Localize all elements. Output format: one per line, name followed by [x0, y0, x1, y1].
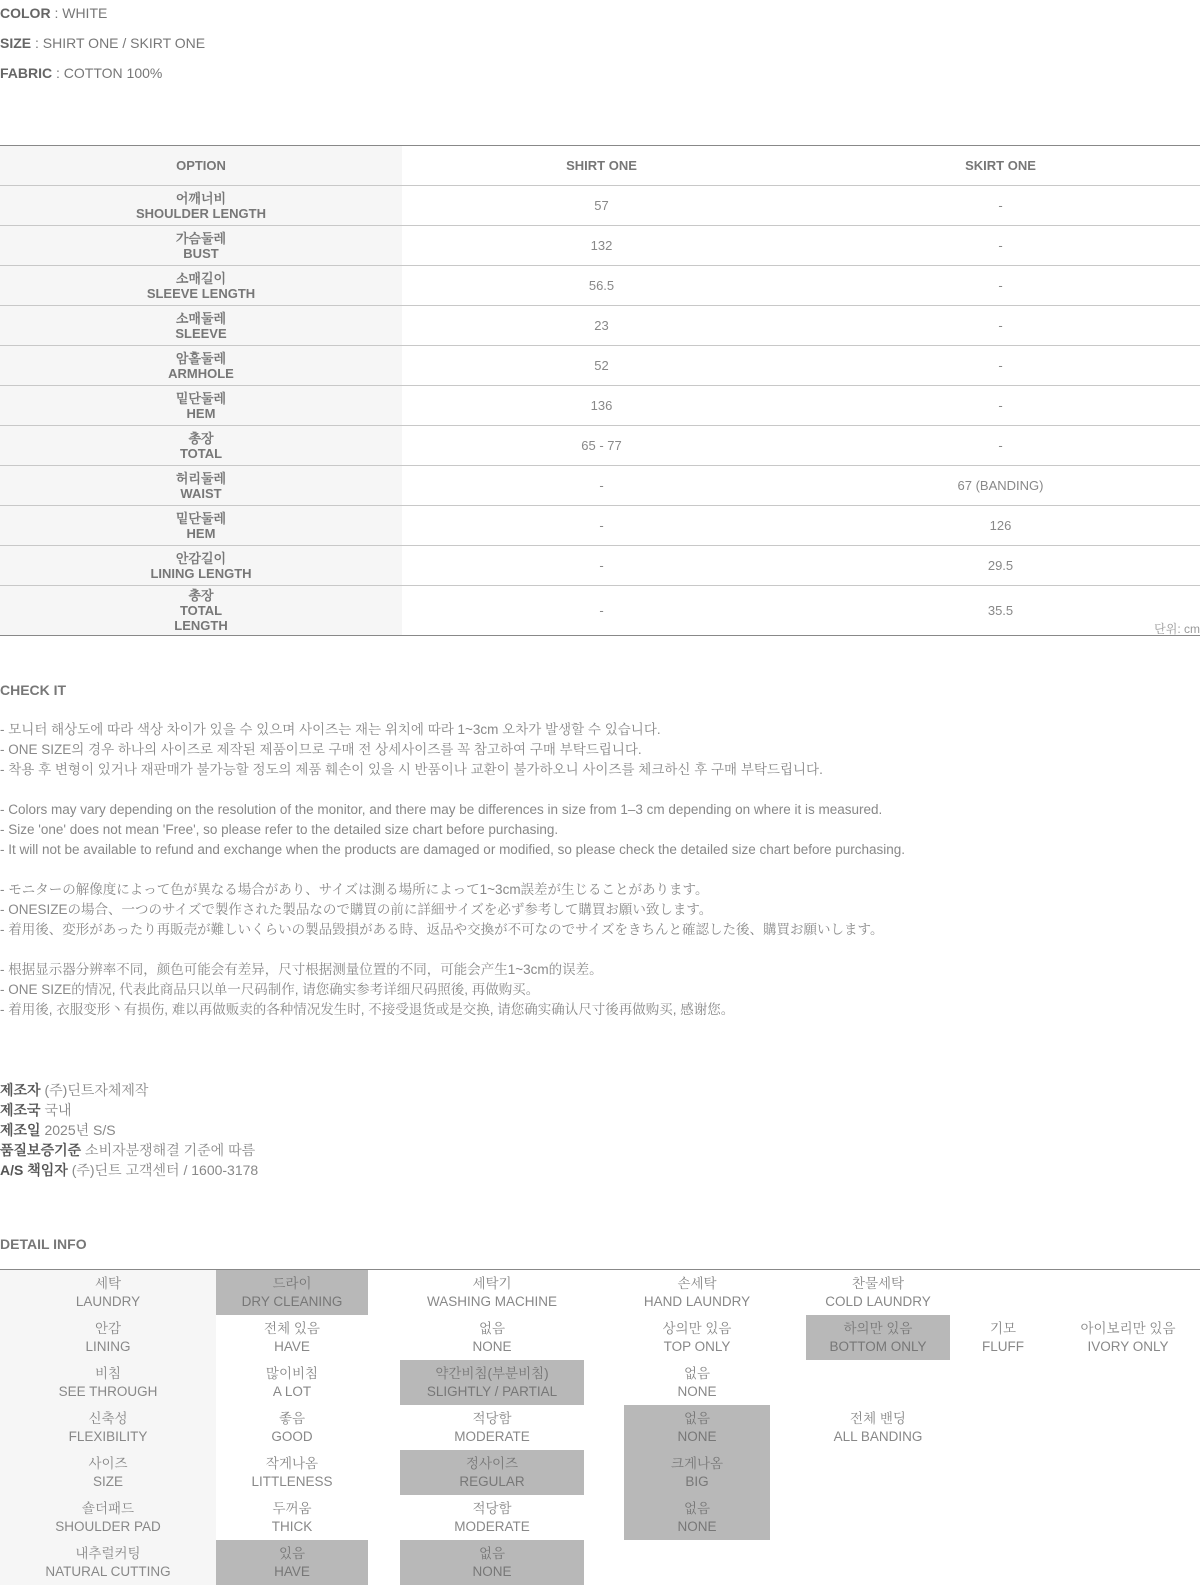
detail-label-text [0, 1540, 216, 1585]
maker-info-row [0, 1140, 258, 1160]
detail-option-en: NONE [677, 1383, 717, 1399]
option-label [0, 306, 402, 346]
maker-info-key: A/S 책임자 [0, 1162, 68, 1178]
detail-option-ko: 없음 [683, 1365, 711, 1381]
detail-empty-cell [806, 1495, 950, 1540]
check-it-line: - ONE SIZE의 경우 하나의 사이즈로 제작된 제품이므로 구매 전 상세사이즈를 꼭 참고하여 구매 부탁드립니다. [0, 742, 642, 757]
detail-option-text [624, 1315, 770, 1360]
detail-empty-cell [950, 1360, 1056, 1405]
option-label-en: ARMHOLE [168, 365, 234, 381]
detail-label-ko: 사이즈 [88, 1455, 128, 1471]
detail-option-text [624, 1270, 770, 1315]
detail-option-ko: 없음 [683, 1500, 711, 1516]
detail-option-text [400, 1495, 584, 1540]
maker-info-key: 제조국 [0, 1102, 41, 1118]
maker-info-value: (주)딘트 고객센터 / 1600-3178 [71, 1162, 259, 1178]
detail-option [216, 1540, 368, 1585]
option-label-ko: 어깨너비 [175, 190, 227, 206]
check-it-line: - 着用後、変形があったり再販売が難しいくらいの製品毀損がある時、返品や交換が不可なのでサイズをきちんと確認した後、購買お願いします。 [0, 922, 884, 937]
detail-option-ko: 크게나옴 [670, 1455, 724, 1471]
detail-empty-cell [368, 1495, 400, 1540]
size-table-header [0, 146, 1200, 186]
header-skirt: SKIRT ONE [801, 146, 1200, 186]
detail-empty-cell [624, 1540, 770, 1585]
detail-empty-cell [584, 1315, 624, 1360]
option-label [0, 506, 402, 546]
detail-option [400, 1450, 584, 1495]
header-option: OPTION [0, 146, 402, 186]
option-label-ko: 밑단둘레 [175, 510, 227, 526]
maker-info-value: (주)딘트자체제작 [44, 1082, 149, 1098]
option-label-en: HEM [186, 405, 216, 421]
option-label [0, 466, 402, 506]
detail-empty-cell [368, 1360, 400, 1405]
detail-label [0, 1360, 216, 1405]
detail-row [0, 1450, 1200, 1495]
skirt-value: - [801, 226, 1200, 266]
detail-option-ko: 찬물세탁 [851, 1275, 905, 1291]
detail-option-en: DRY CLEANING [241, 1293, 343, 1309]
detail-option-selected [216, 1540, 368, 1585]
detail-empty-cell [584, 1495, 624, 1540]
detail-empty-cell [950, 1270, 1056, 1316]
skirt-value: - [801, 306, 1200, 346]
maker-info-value: 2025년 S/S [44, 1122, 116, 1138]
detail-label-ko: 숄더패드 [81, 1500, 135, 1516]
detail-row [0, 1405, 1200, 1450]
check-it-line: - Colors may vary depending on the resolution of the monitor, and there may be differences in size from 1–3 cm depending on where it is measured. [0, 802, 883, 817]
skirt-value: - [801, 346, 1200, 386]
option-label-ko: 가슴둘레 [175, 230, 227, 246]
detail-label-en: SEE THROUGH [58, 1383, 158, 1399]
detail-empty-cell [1056, 1495, 1200, 1540]
option-label [0, 586, 402, 636]
detail-option-ko: 적당함 [472, 1500, 512, 1516]
detail-option-en: MODERATE [454, 1428, 530, 1444]
detail-option-ko: 하의만 있음 [843, 1320, 913, 1336]
detail-option-en: SLIGHTLY / PARTIAL [426, 1383, 558, 1399]
detail-option-en: A LOT [272, 1383, 312, 1399]
option-label-ko: 소매둘레 [175, 310, 227, 326]
detail-empty-cell [1056, 1405, 1200, 1450]
detail-label-en: LINING [85, 1338, 131, 1354]
detail-option-ko: 없음 [478, 1320, 506, 1336]
detail-option-text [216, 1405, 368, 1450]
spec-value: : COTTON 100% [56, 65, 163, 81]
detail-option-en: NONE [472, 1338, 512, 1354]
detail-label-ko: 세탁 [94, 1275, 122, 1291]
size-table-row [0, 386, 1200, 426]
option-label-ko: 허리둘레 [175, 470, 227, 486]
detail-option-en: MODERATE [454, 1518, 530, 1534]
detail-empty-cell [770, 1540, 806, 1585]
detail-option-en: NONE [472, 1563, 512, 1579]
shirt-value: - [402, 586, 801, 636]
detail-option-ko: 좋음 [278, 1410, 306, 1426]
detail-empty-cell [950, 1405, 1056, 1450]
detail-option [400, 1405, 584, 1450]
size-table-row [0, 586, 1200, 636]
detail-option-ko: 작게나옴 [265, 1455, 319, 1471]
shirt-value: 56.5 [402, 266, 801, 306]
detail-empty-cell [806, 1450, 950, 1495]
detail-option-en: HAVE [274, 1338, 310, 1354]
detail-label [0, 1270, 216, 1316]
detail-option [400, 1270, 584, 1316]
detail-option [216, 1495, 368, 1540]
detail-empty-cell [1056, 1540, 1200, 1585]
check-it-line: - 모니터 해상도에 따라 색상 차이가 있을 수 있으며 사이즈는 재는 위치에 따라 1~3cm 오차가 발생할 수 있습니다. [0, 722, 661, 737]
detail-option-selected [400, 1450, 584, 1495]
detail-option [400, 1540, 584, 1585]
detail-option-ko: 손세탁 [677, 1275, 717, 1291]
detail-empty-cell [950, 1495, 1056, 1540]
detail-option [950, 1315, 1056, 1360]
detail-option-text [950, 1315, 1056, 1360]
detail-empty-cell [368, 1405, 400, 1450]
detail-option-text [1056, 1315, 1200, 1360]
size-table-row [0, 546, 1200, 586]
size-table-row [0, 466, 1200, 506]
detail-option-selected [624, 1495, 770, 1540]
option-label-ko: 밑단둘레 [175, 390, 227, 406]
detail-empty-cell [950, 1540, 1056, 1585]
maker-info [0, 1080, 258, 1180]
detail-option-text [806, 1405, 950, 1450]
detail-option [624, 1495, 770, 1540]
detail-option [1056, 1315, 1200, 1360]
option-label-en: SLEEVE [175, 325, 227, 341]
option-label-en: WAIST [180, 485, 222, 501]
detail-option-ko: 많이비침 [265, 1365, 319, 1381]
detail-option-text [400, 1315, 584, 1360]
shirt-value: 57 [402, 186, 801, 226]
option-label [0, 426, 402, 466]
detail-empty-cell [584, 1270, 624, 1316]
detail-label-ko: 안감 [94, 1320, 122, 1336]
option-label [0, 346, 402, 386]
detail-option [216, 1315, 368, 1360]
detail-option-en: WASHING MACHINE [426, 1293, 557, 1309]
detail-row [0, 1360, 1200, 1405]
detail-empty-cell [770, 1360, 806, 1405]
detail-option-text [806, 1270, 950, 1315]
detail-option [216, 1405, 368, 1450]
detail-empty-cell [1056, 1360, 1200, 1405]
maker-info-row [0, 1120, 258, 1140]
detail-option-ko: 없음 [683, 1410, 711, 1426]
detail-option-en: ALL BANDING [833, 1428, 923, 1444]
detail-option-en: LITTLENESS [251, 1473, 333, 1489]
detail-option [624, 1405, 770, 1450]
detail-option-ko: 전체 밴딩 [850, 1410, 906, 1426]
check-it-title: CHECK IT [0, 682, 67, 698]
detail-option-ko: 약간비침(부분비침) [435, 1365, 549, 1381]
detail-label [0, 1540, 216, 1585]
shirt-value: 132 [402, 226, 801, 266]
detail-option [400, 1315, 584, 1360]
shirt-value: 52 [402, 346, 801, 386]
detail-label [0, 1495, 216, 1540]
check-it-line: - ONESIZEの場合、一つのサイズで製作された製品なので購買の前に詳細サイズを必ず参考して購買お願い致します。 [0, 902, 713, 917]
detail-option-selected [806, 1315, 950, 1360]
detail-option-ko: 정사이즈 [465, 1455, 519, 1471]
shirt-value: 136 [402, 386, 801, 426]
detail-label-en: SIZE [92, 1473, 123, 1489]
detail-option [400, 1495, 584, 1540]
detail-option-ko: 기모 [989, 1320, 1017, 1336]
detail-label-ko: 내추럴커팅 [75, 1545, 141, 1561]
detail-empty-cell [770, 1495, 806, 1540]
option-label-en: SLEEVE LENGTH [146, 285, 256, 301]
detail-empty-cell [770, 1405, 806, 1450]
option-label-en: LINING LENGTH [150, 565, 252, 581]
option-label [0, 226, 402, 266]
detail-option-ko: 드라이 [272, 1275, 312, 1291]
detail-option-en: COLD LAUNDRY [825, 1293, 931, 1309]
detail-option [806, 1315, 950, 1360]
detail-info-table [0, 1269, 1200, 1585]
size-table-row [0, 506, 1200, 546]
size-table-row [0, 266, 1200, 306]
detail-option-ko: 두꺼움 [272, 1500, 312, 1516]
maker-info-row [0, 1080, 258, 1100]
spec-color [0, 5, 107, 21]
size-table-row [0, 226, 1200, 266]
option-label-ko: 총장 [188, 588, 214, 603]
spec-key: SIZE [0, 35, 32, 51]
detail-option-en: BOTTOM ONLY [829, 1338, 927, 1354]
detail-label-en: FLEXIBILITY [68, 1428, 148, 1444]
header-shirt: SHIRT ONE [402, 146, 801, 186]
option-label-en: HEM [186, 525, 216, 541]
spec-value: : SHIRT ONE / SKIRT ONE [35, 35, 206, 51]
detail-empty-cell [368, 1270, 400, 1316]
detail-label [0, 1405, 216, 1450]
detail-option-text [400, 1405, 584, 1450]
detail-option [624, 1270, 770, 1316]
detail-option-selected [216, 1270, 368, 1315]
spec-value: : WHITE [54, 5, 108, 21]
skirt-value: 67 (BANDING) [801, 466, 1200, 506]
size-table-row [0, 186, 1200, 226]
size-table-row [0, 426, 1200, 466]
detail-label-text [0, 1270, 216, 1315]
maker-info-value: 소비자분쟁해결 기준에 따름 [85, 1142, 256, 1158]
shirt-value: - [402, 546, 801, 586]
detail-option-text [216, 1495, 368, 1540]
maker-info-key: 품질보증기준 [0, 1142, 82, 1158]
detail-option-en: FLUFF [982, 1338, 1024, 1354]
detail-option-ko: 아이보리만 있음 [1080, 1320, 1176, 1336]
detail-option [216, 1450, 368, 1495]
option-label [0, 386, 402, 426]
option-label-en: SHOULDER LENGTH [136, 205, 266, 221]
check-it-line: - Size 'one' does not mean 'Free', so please refer to the detailed size chart before purchasing. [0, 822, 559, 837]
shirt-value: - [402, 506, 801, 546]
detail-option-selected [624, 1405, 770, 1450]
detail-empty-cell [368, 1450, 400, 1495]
check-it-line: - モニターの解像度によって色が異なる場合があり、サイズは測る場所によって1~3cm誤差が生じることがあります。 [0, 882, 709, 897]
detail-option-en: NONE [677, 1518, 717, 1534]
detail-label-text [0, 1495, 216, 1540]
unit-label: 단위: cm [1154, 622, 1200, 636]
detail-option-selected [624, 1450, 770, 1495]
skirt-value: - [801, 426, 1200, 466]
shirt-value: 23 [402, 306, 801, 346]
detail-label [0, 1315, 216, 1360]
option-label [0, 266, 402, 306]
detail-option-selected [400, 1360, 584, 1405]
detail-empty-cell [368, 1540, 400, 1585]
detail-option-text [624, 1360, 770, 1405]
size-table-row [0, 306, 1200, 346]
detail-info-title: DETAIL INFO [0, 1236, 87, 1252]
maker-info-row [0, 1160, 258, 1180]
maker-info-row [0, 1100, 258, 1120]
check-it-line: - 根据显示器分辨率不同，颜色可能会有差异，尺寸根据测量位置的不同，可能会产生1~3cm的误差。 [0, 962, 603, 977]
detail-label [0, 1450, 216, 1495]
detail-option-text [216, 1360, 368, 1405]
detail-label-ko: 신축성 [88, 1410, 128, 1426]
detail-empty-cell [1056, 1450, 1200, 1495]
option-label-ko: 총장 [188, 430, 214, 446]
option-label-ko: 안감길이 [175, 550, 227, 566]
detail-option-en: HAVE [274, 1563, 310, 1579]
detail-label-text [0, 1450, 216, 1495]
detail-option-en: BIG [685, 1473, 709, 1489]
detail-option [216, 1270, 368, 1316]
detail-empty-cell [368, 1315, 400, 1360]
maker-info-key: 제조일 [0, 1122, 41, 1138]
detail-empty-cell [770, 1450, 806, 1495]
check-it-line: - ONE SIZE的情况, 代表此商品只以单一尺码制作, 请您确实参考详细尺码照後, 再做购买。 [0, 982, 540, 997]
detail-option-text [400, 1270, 584, 1315]
option-label-en: LENGTH [174, 618, 228, 633]
option-label [0, 186, 402, 226]
spec-key: FABRIC [0, 65, 53, 81]
skirt-value: 35.5 [801, 586, 1200, 636]
detail-empty-cell [584, 1360, 624, 1405]
option-label-en: TOTAL [179, 603, 223, 618]
detail-option-en: IVORY ONLY [1087, 1338, 1169, 1354]
detail-option [624, 1450, 770, 1495]
size-table [0, 145, 1200, 636]
spec-fabric [0, 65, 162, 81]
option-label-ko: 소매길이 [175, 270, 227, 286]
detail-label-en: LAUNDRY [75, 1293, 141, 1309]
detail-option-ko: 전체 있음 [264, 1320, 320, 1336]
option-label-ko: 암홀둘레 [175, 350, 227, 366]
detail-empty-cell [806, 1540, 950, 1585]
detail-option [806, 1405, 950, 1450]
detail-option-ko: 세탁기 [472, 1275, 512, 1291]
detail-option-en: TOP ONLY [663, 1338, 731, 1354]
detail-option-text [216, 1315, 368, 1360]
detail-option-en: THICK [271, 1518, 313, 1534]
detail-empty-cell [584, 1450, 624, 1495]
detail-label-en: SHOULDER PAD [55, 1518, 161, 1534]
skirt-value: 29.5 [801, 546, 1200, 586]
detail-row [0, 1495, 1200, 1540]
detail-row [0, 1540, 1200, 1585]
option-label-en: TOTAL [179, 445, 223, 461]
detail-option-ko: 없음 [478, 1545, 506, 1561]
detail-label-text [0, 1360, 216, 1405]
maker-info-value: 국내 [44, 1102, 72, 1118]
detail-empty-cell [584, 1405, 624, 1450]
detail-label-en: NATURAL CUTTING [45, 1563, 171, 1579]
detail-empty-cell [584, 1540, 624, 1585]
skirt-value: 126 [801, 506, 1200, 546]
detail-option-selected [400, 1540, 584, 1585]
detail-option [624, 1360, 770, 1405]
check-it-line: - It will not be available to refund and exchange when the products are damaged or modified, so please check the detailed size chart before purchasing. [0, 842, 906, 857]
detail-empty-cell [950, 1450, 1056, 1495]
detail-option [624, 1315, 770, 1360]
detail-option-en: NONE [677, 1428, 717, 1444]
detail-option-ko: 상의만 있음 [662, 1320, 732, 1336]
detail-empty-cell [770, 1315, 806, 1360]
shirt-value: 65 - 77 [402, 426, 801, 466]
spec-key: COLOR [0, 5, 51, 21]
detail-option-en: HAND LAUNDRY [643, 1293, 751, 1309]
detail-option-en: GOOD [271, 1428, 313, 1444]
skirt-value: - [801, 386, 1200, 426]
detail-option-en: REGULAR [459, 1473, 525, 1489]
detail-row [0, 1270, 1200, 1316]
maker-info-key: 제조자 [0, 1082, 41, 1098]
detail-empty-cell [806, 1360, 950, 1405]
detail-row [0, 1315, 1200, 1360]
shirt-value: - [402, 466, 801, 506]
detail-empty-cell [770, 1270, 806, 1316]
detail-option [216, 1360, 368, 1405]
detail-option [806, 1270, 950, 1316]
check-it-notes [0, 720, 1200, 1020]
detail-option-ko: 적당함 [472, 1410, 512, 1426]
detail-empty-cell [1056, 1270, 1200, 1316]
detail-option-ko: 있음 [278, 1545, 306, 1561]
detail-label-text [0, 1315, 216, 1360]
skirt-value: - [801, 266, 1200, 306]
detail-option [400, 1360, 584, 1405]
detail-option-text [216, 1450, 368, 1495]
detail-label-text [0, 1405, 216, 1450]
spec-size [0, 35, 205, 51]
option-label [0, 546, 402, 586]
skirt-value: - [801, 186, 1200, 226]
check-it-line: - 着用後, 衣服变形丶有损伤, 难以再做贩卖的各种情况发生时, 不接受退货或是交换, 请您确实确认尺寸後再做购买, 感谢您。 [0, 1002, 735, 1017]
check-it-line: - 착용 후 변형이 있거나 재판매가 불가능할 정도의 제품 훼손이 있을 시 반품이나 교환이 불가하오니 사이즈를 체크하신 후 구매 부탁드립니다. [0, 762, 823, 777]
detail-label-ko: 비침 [94, 1365, 122, 1381]
option-label-en: BUST [183, 245, 219, 261]
size-table-row [0, 346, 1200, 386]
